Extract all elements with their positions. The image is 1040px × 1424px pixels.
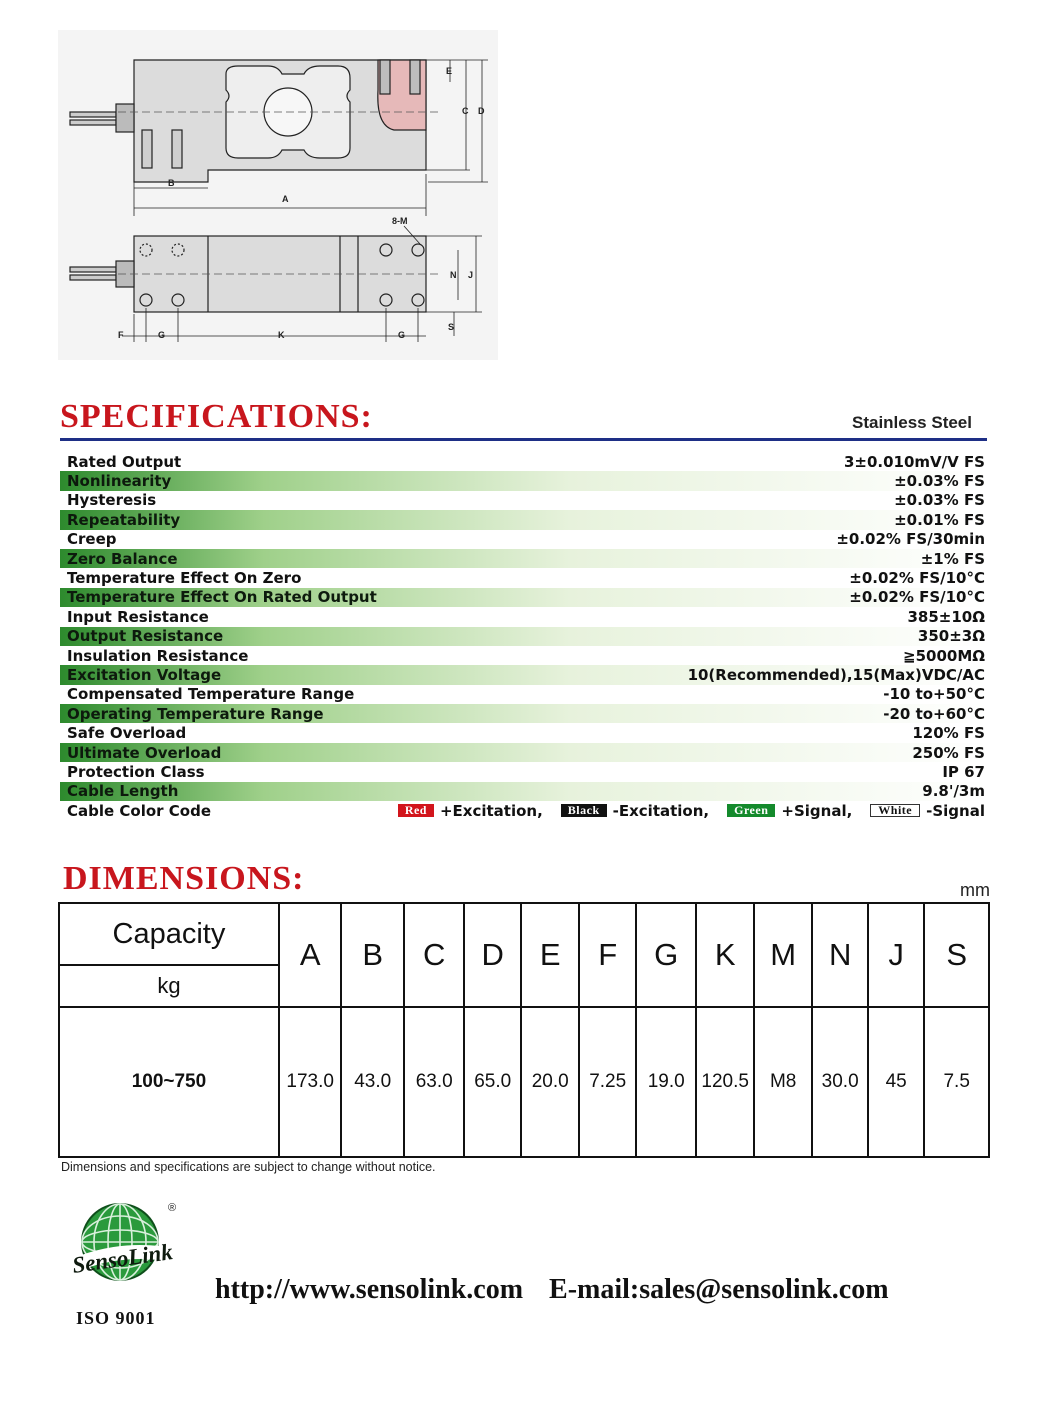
spec-row xyxy=(60,607,987,626)
dimension-value: 45 xyxy=(868,1007,924,1157)
dimension-value: 20.0 xyxy=(521,1007,580,1157)
spec-value: ±0.02% FS/30min xyxy=(836,530,985,549)
dimensions-table xyxy=(58,902,990,1158)
spec-row xyxy=(60,723,987,742)
spec-value: -10 to+50°C xyxy=(883,685,985,704)
spec-row xyxy=(60,762,987,781)
dimension-value: 65.0 xyxy=(464,1007,520,1157)
spec-label: Cable Length xyxy=(67,782,179,801)
spec-value: IP 67 xyxy=(942,762,985,781)
spec-row xyxy=(60,743,987,762)
spec-row-cable-color xyxy=(60,801,987,820)
capacity-value: 100~750 xyxy=(59,1007,279,1157)
dim-label-g-right: G xyxy=(398,330,406,340)
column-header: B xyxy=(341,903,404,1007)
capacity-header: Capacity xyxy=(59,903,279,965)
dim-label-e: E xyxy=(446,66,453,76)
column-header: J xyxy=(868,903,924,1007)
spec-label: Repeatability xyxy=(67,510,181,529)
dimension-value: 63.0 xyxy=(404,1007,465,1157)
red-swatch: Red xyxy=(398,804,434,817)
spec-label: Excitation Voltage xyxy=(67,665,222,684)
spec-row xyxy=(60,665,987,684)
spec-row xyxy=(60,646,987,665)
spec-row xyxy=(60,568,987,587)
spec-label: Operating Temperature Range xyxy=(67,704,324,723)
column-header: S xyxy=(924,903,989,1007)
dim-label-j: J xyxy=(468,270,474,280)
spec-label: Output Resistance xyxy=(67,627,224,646)
dim-label-f: F xyxy=(118,330,124,340)
specifications-list xyxy=(60,452,987,820)
disclaimer-note: Dimensions and specifications are subject to change without notice. xyxy=(61,1160,436,1174)
spec-value: 120% FS xyxy=(912,724,985,743)
dimensions-title: DIMENSIONS: xyxy=(63,860,305,897)
technical-drawing xyxy=(58,30,498,360)
dim-label-k: K xyxy=(278,330,285,340)
green-swatch: Green xyxy=(727,804,775,817)
cable-color-codes xyxy=(398,802,985,820)
spec-value: ±0.01% FS xyxy=(894,510,985,529)
spec-label: Nonlinearity xyxy=(67,472,172,491)
spec-value: ±0.03% FS xyxy=(894,472,985,491)
specifications-title: SPECIFICATIONS: xyxy=(60,398,373,435)
table-row xyxy=(59,1007,989,1157)
dim-label-a: A xyxy=(282,194,289,204)
spec-row xyxy=(60,510,987,529)
dimension-value: 7.25 xyxy=(579,1007,635,1157)
dimension-value: 43.0 xyxy=(341,1007,404,1157)
dim-label-g-left: G xyxy=(158,330,166,340)
black-swatch: Black xyxy=(561,804,607,817)
spec-label: Safe Overload xyxy=(67,724,187,743)
dim-label-s: S xyxy=(448,322,455,332)
cable-code-text: +Signal, xyxy=(781,801,853,820)
logo-brand: SensoLink xyxy=(70,1239,175,1278)
dim-label-m: 8-M xyxy=(392,216,408,226)
spec-value: 385±10Ω xyxy=(907,607,985,626)
dimension-value: 173.0 xyxy=(279,1007,342,1157)
dimension-value: 7.5 xyxy=(924,1007,989,1157)
spec-label: Protection Class xyxy=(67,762,205,781)
dimension-value: M8 xyxy=(754,1007,813,1157)
dimension-value: 19.0 xyxy=(636,1007,697,1157)
spec-value: -20 to+60°C xyxy=(883,704,985,723)
dim-label-d: D xyxy=(478,106,485,116)
column-header: N xyxy=(812,903,867,1007)
column-header: C xyxy=(404,903,465,1007)
spec-value: 250% FS xyxy=(912,743,985,762)
spec-value: ±0.02% FS/10°C xyxy=(849,569,985,588)
spec-label: Compensated Temperature Range xyxy=(67,685,355,704)
specifications-divider xyxy=(60,438,987,441)
spec-row xyxy=(60,627,987,646)
spec-value: 3±0.010mV/V FS xyxy=(843,452,985,471)
sensolink-logo xyxy=(60,1196,185,1336)
spec-value: ±1% FS xyxy=(920,549,985,568)
dim-label-b: B xyxy=(168,178,175,188)
spec-row xyxy=(60,588,987,607)
spec-label: Input Resistance xyxy=(67,607,209,626)
spec-label: Temperature Effect On Zero xyxy=(67,569,302,588)
dim-label-n: N xyxy=(450,270,457,280)
spec-label: Insulation Resistance xyxy=(67,646,249,665)
spec-value: ±0.02% FS/10°C xyxy=(849,588,985,607)
spec-value: 350±3Ω xyxy=(917,627,985,646)
website-link[interactable]: http://www.sensolink.com xyxy=(215,1274,524,1305)
dimension-value: 30.0 xyxy=(812,1007,867,1157)
load-cell-drawing xyxy=(58,30,498,360)
spec-value: 9.8'/3m xyxy=(922,782,985,801)
iso-certification: ISO 9001 xyxy=(76,1308,156,1328)
spec-row xyxy=(60,685,987,704)
dimension-value: 120.5 xyxy=(696,1007,753,1157)
spec-row xyxy=(60,471,987,490)
material-label: Stainless Steel xyxy=(851,413,972,432)
spec-label: Ultimate Overload xyxy=(67,743,222,762)
capacity-unit: kg xyxy=(59,965,279,1007)
spec-row xyxy=(60,452,987,471)
column-header: D xyxy=(464,903,520,1007)
cable-code-text: +Excitation, xyxy=(439,801,543,820)
spec-label: Cable Color Code xyxy=(67,801,212,820)
column-header: A xyxy=(279,903,342,1007)
column-header: M xyxy=(754,903,813,1007)
spec-row xyxy=(60,549,987,568)
spec-label: Hysteresis xyxy=(67,491,157,510)
column-header: G xyxy=(636,903,697,1007)
cable-code-text: -Excitation, xyxy=(612,801,710,820)
spec-value: ±0.03% FS xyxy=(894,491,985,510)
email-link[interactable]: E-mail:sales@sensolink.com xyxy=(549,1274,889,1305)
spec-row xyxy=(60,491,987,510)
spec-label: Temperature Effect On Rated Output xyxy=(67,588,377,607)
cable-code-text: -Signal xyxy=(926,801,985,820)
spec-label: Zero Balance xyxy=(67,549,178,568)
registered-mark: ® xyxy=(168,1202,177,1214)
spec-value: ≧5000MΩ xyxy=(903,646,985,665)
white-swatch: White xyxy=(870,804,920,817)
spec-row xyxy=(60,530,987,549)
column-header: F xyxy=(579,903,635,1007)
spec-label: Rated Output xyxy=(67,452,182,471)
column-header: E xyxy=(521,903,580,1007)
column-header: K xyxy=(696,903,753,1007)
dimensions-unit: mm xyxy=(960,880,990,900)
dim-label-c: C xyxy=(462,106,469,116)
spec-row xyxy=(60,704,987,723)
spec-value: 10(Recommended),15(Max)VDC/AC xyxy=(687,665,985,684)
contact-line xyxy=(215,1274,889,1306)
spec-row xyxy=(60,782,987,801)
spec-label: Creep xyxy=(67,530,117,549)
